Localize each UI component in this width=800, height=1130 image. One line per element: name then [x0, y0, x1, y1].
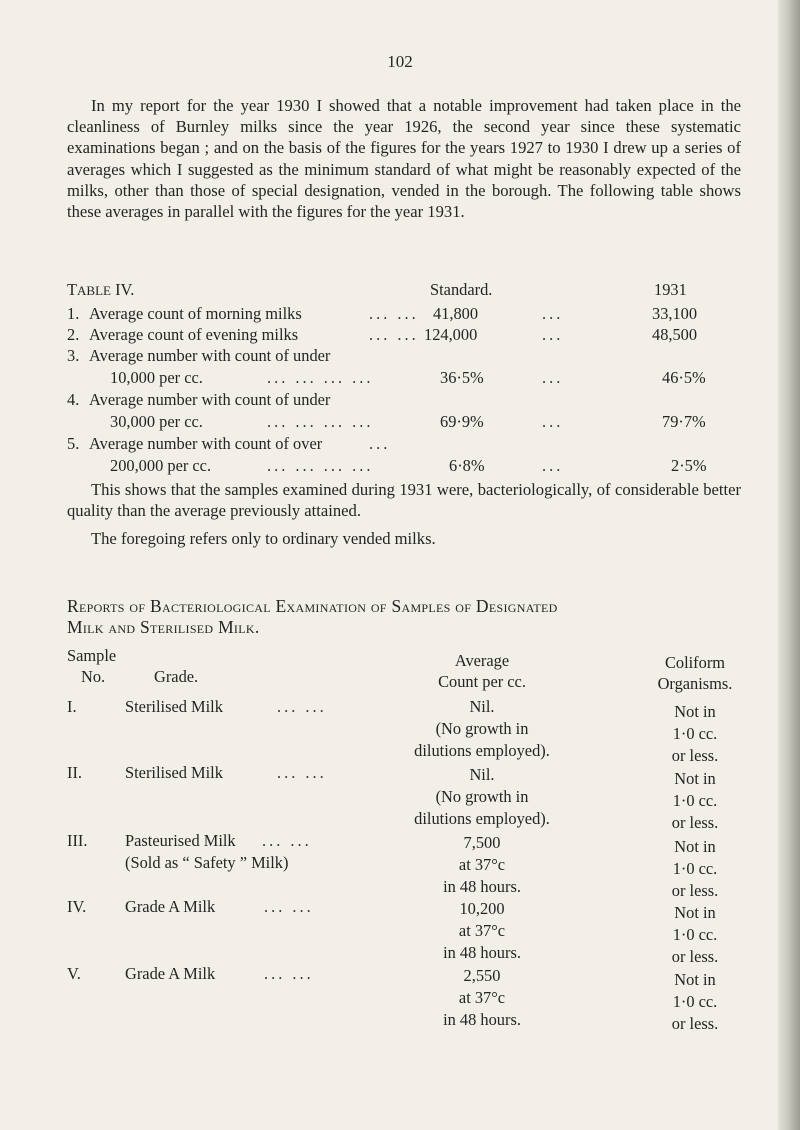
intro-paragraph: In my report for the year 1930 I showed that a notable improvement had taken place in the cleanliness of Burnley milks since the year 1926, the second year since these systematic examinations began ; and on the basis of the figures for the years 1927 to 1930 I drew up a series of averages which I suggested as the minimum standard of what might be reasonably expected of the milks, other than those of special designation, vended in the borough. The following table shows these averages in parallel with the figures for the year 1931. [67, 96, 741, 222]
count-line-3: in 48 hours. [443, 943, 521, 962]
standard-value: 36·5% [440, 368, 484, 387]
dot-leader: ... [542, 304, 564, 323]
coliform-line-2: 1·0 cc. [672, 925, 718, 944]
sample-grade-note: (Sold as “ Safety ” Milk) [125, 853, 289, 872]
table-iv [67, 280, 747, 475]
coliform-line-1: Not in [674, 702, 716, 721]
row-label: Average number with count of over [89, 434, 323, 453]
header-no: No. [81, 667, 106, 686]
header-count-per-cc: Count per cc. [438, 672, 526, 691]
sample-grade: Grade A Milk [125, 897, 216, 916]
dot-leader: ... [542, 412, 564, 431]
row-label: Average count of morning milks [89, 304, 302, 323]
coliform-line-3: or less. [671, 1014, 719, 1033]
dot-leader: ... ... [277, 697, 327, 716]
summary-paragraph: This shows that the samples examined during 1931 were, bacteriologically, of considerable better quality than the average previously attained. [67, 480, 741, 520]
sample-number: V. [67, 964, 81, 983]
count-line-2: (No growth in [435, 787, 529, 806]
sample-number: II. [67, 763, 83, 782]
sample-number: I. [67, 697, 77, 716]
dot-leader: ... ... ... ... [267, 456, 374, 475]
count-line-1: 10,200 [459, 899, 505, 918]
sample-number: III. [67, 831, 88, 850]
sample-grade: Pasteurised Milk [125, 831, 236, 850]
row-number: 4. [67, 390, 80, 409]
row-number: 1. [67, 304, 80, 323]
coliform-line-2: 1·0 cc. [672, 992, 718, 1011]
dot-leader: ... ... ... ... [267, 368, 374, 387]
count-line-3: dilutions employed). [414, 741, 550, 760]
dot-leader: ... ... [264, 897, 314, 916]
header-organisms: Organisms. [657, 674, 733, 693]
foregoing-paragraph: The foregoing refers only to ordinary vended milks. [91, 529, 436, 548]
y1931-value: 79·7% [662, 412, 706, 431]
standard-value: 124,000 [424, 325, 478, 344]
table-iv-title-rest: ABLE [77, 283, 111, 298]
coliform-line-3: or less. [671, 881, 719, 900]
standard-value: 6·8% [449, 456, 485, 475]
table-iv-title-number: IV. [110, 280, 135, 299]
dot-leader: ... [542, 456, 564, 475]
standard-value: 41,800 [433, 304, 479, 323]
col-header-standard: Standard. [430, 280, 493, 299]
page-number: 102 [387, 52, 413, 71]
dot-leader: ... ... [262, 831, 312, 850]
row-label: Average number with count of under [89, 390, 331, 409]
dot-leader: ... ... [369, 325, 419, 344]
header-sample: Sample [67, 646, 117, 665]
dot-leader: ... [369, 434, 391, 453]
coliform-line-3: or less. [671, 947, 719, 966]
y1931-value: 48,500 [652, 325, 698, 344]
coliform-line-3: or less. [671, 813, 719, 832]
coliform-line-3: or less. [671, 746, 719, 765]
coliform-line-1: Not in [674, 769, 716, 788]
row-number: 3. [67, 346, 80, 365]
header-grade: Grade. [154, 667, 199, 686]
dot-leader: ... ... [264, 964, 314, 983]
table-iv-title-initial: T [67, 280, 78, 299]
count-line-3: in 48 hours. [443, 1010, 521, 1029]
dot-leader: ... [542, 325, 564, 344]
coliform-line-2: 1·0 cc. [672, 724, 718, 743]
count-line-3: in 48 hours. [443, 877, 521, 896]
count-line-2: at 37°c [458, 988, 506, 1007]
y1931-value: 46·5% [662, 368, 706, 387]
count-line-1: 2,550 [463, 966, 501, 985]
page-edge-shadow [778, 0, 800, 1130]
row-label: Average count of evening milks [89, 325, 299, 344]
sample-grade: Sterilised Milk [125, 763, 223, 782]
dot-leader: ... ... [277, 763, 327, 782]
coliform-line-2: 1·0 cc. [672, 859, 718, 878]
sample-grade: Sterilised Milk [125, 697, 223, 716]
row-label-cont: 10,000 per cc. [110, 368, 203, 387]
count-line-2: at 37°c [458, 921, 506, 940]
count-line-1: Nil. [469, 697, 495, 716]
reports-heading-line1: Reports of Bacteriological Examination of Samples of Designated [67, 596, 558, 616]
row-label-cont: 200,000 per cc. [110, 456, 212, 475]
coliform-line-1: Not in [674, 970, 716, 989]
count-line-2: at 37°c [458, 855, 506, 874]
count-line-1: Nil. [469, 765, 495, 784]
row-number: 2. [67, 325, 80, 344]
sample-grade: Grade A Milk [125, 964, 216, 983]
col-header-1931: 1931 [654, 280, 687, 299]
reports-heading [67, 596, 757, 638]
dot-leader: ... ... ... ... [267, 412, 374, 431]
dot-leader: ... ... [369, 304, 419, 323]
row-label: Average number with count of under [89, 346, 331, 365]
coliform-line-1: Not in [674, 903, 716, 922]
row-label-cont: 30,000 per cc. [110, 412, 203, 431]
coliform-line-1: Not in [674, 837, 716, 856]
y1931-value: 33,100 [652, 304, 698, 323]
count-line-2: (No growth in [435, 719, 529, 738]
y1931-value: 2·5% [671, 456, 707, 475]
standard-value: 69·9% [440, 412, 484, 431]
count-line-1: 7,500 [463, 833, 501, 852]
row-number: 5. [67, 434, 80, 453]
coliform-line-2: 1·0 cc. [672, 791, 718, 810]
header-coliform: Coliform [664, 653, 726, 672]
count-line-3: dilutions employed). [414, 809, 550, 828]
table-iv-title [67, 280, 134, 300]
reports-heading-line2: Milk and Sterilised Milk. [67, 617, 260, 637]
dot-leader: ... [542, 368, 564, 387]
header-average: Average [454, 651, 510, 670]
sample-number: IV. [67, 897, 87, 916]
